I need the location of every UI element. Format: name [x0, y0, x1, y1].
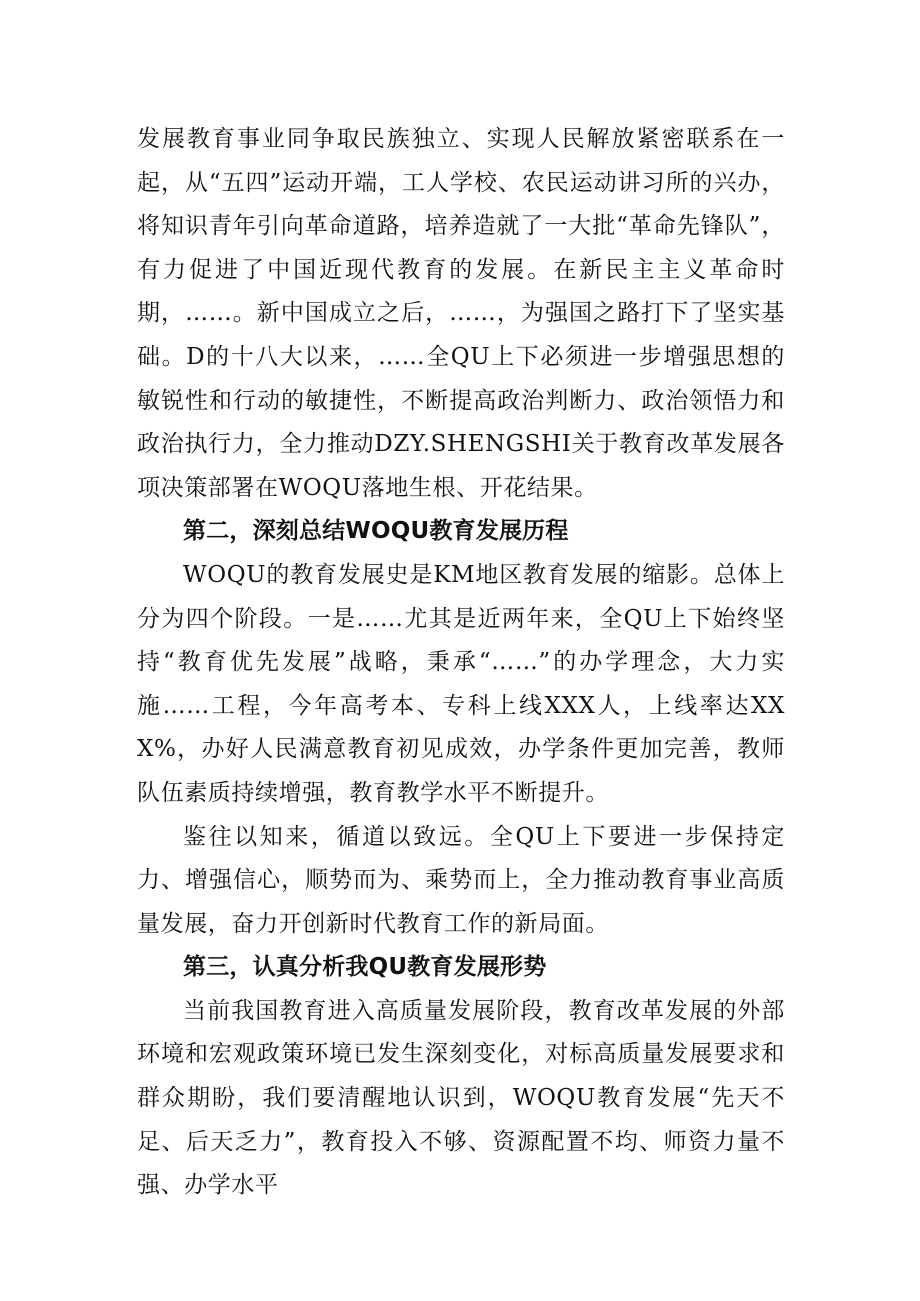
- paragraph-4: 当前我国教育进入高质量发展阶段，教育改革发展的外部环境和宏观政策环境已发生深刻变化，对标高质量发展要求和群众期盼，我们要清醒地认识到，WOQU教育发展“先天不足、后天乏力”，教育投入不够、资源配置不均、师资力量不强、办学水平: [137, 997, 785, 1199]
- document-body: [137, 118, 785, 1208]
- paragraph-2: WOQU的教育发展史是KM地区教育发展的缩影。总体上分为四个阶段。一是……尤其是近两年来，全QU上下始终坚持“教育优先发展”战略，秉承“……”的办学理念，大力实施……工程，今年高考本、专科上线XXX人，上线率达XXX%，办好人民满意教育初见成效，办学条件更加完善，教师队伍素质持续增强，教育教学水平不断提升。: [137, 561, 785, 806]
- section-heading-3: 第三，认真分析我QU教育发展形势: [183, 954, 547, 981]
- section-heading-2: 第二，深刻总结WOQU教育发展历程: [183, 518, 569, 545]
- paragraph-3: 鉴往以知来，循道以致远。全QU上下要进一步保持定力、增强信心，顺势而为、乘势而上，全力推动教育事业高质量发展，奋力开创新时代教育工作的新局面。: [137, 823, 785, 937]
- paragraph-1: 发展教育事业同争取民族独立、实现人民解放紧密联系在一起，从“五四”运动开端，工人学校、农民运动讲习所的兴办，将知识青年引向革命道路，培养造就了一大批“革命先锋队”，有力促进了中国近现代教育的发展。在新民主主义革命时期，……。新中国成立之后，……，为强国之路打下了坚实基础。D的十八大以来，……全QU上下必须进一步增强思想的敏锐性和行动的敏捷性，不断提高政治判断力、政治领悟力和政治执行力，全力推动DZY.SHENGSHI关于教育改革发展各项决策部署在WOQU落地生根、开花结果。: [137, 126, 785, 501]
